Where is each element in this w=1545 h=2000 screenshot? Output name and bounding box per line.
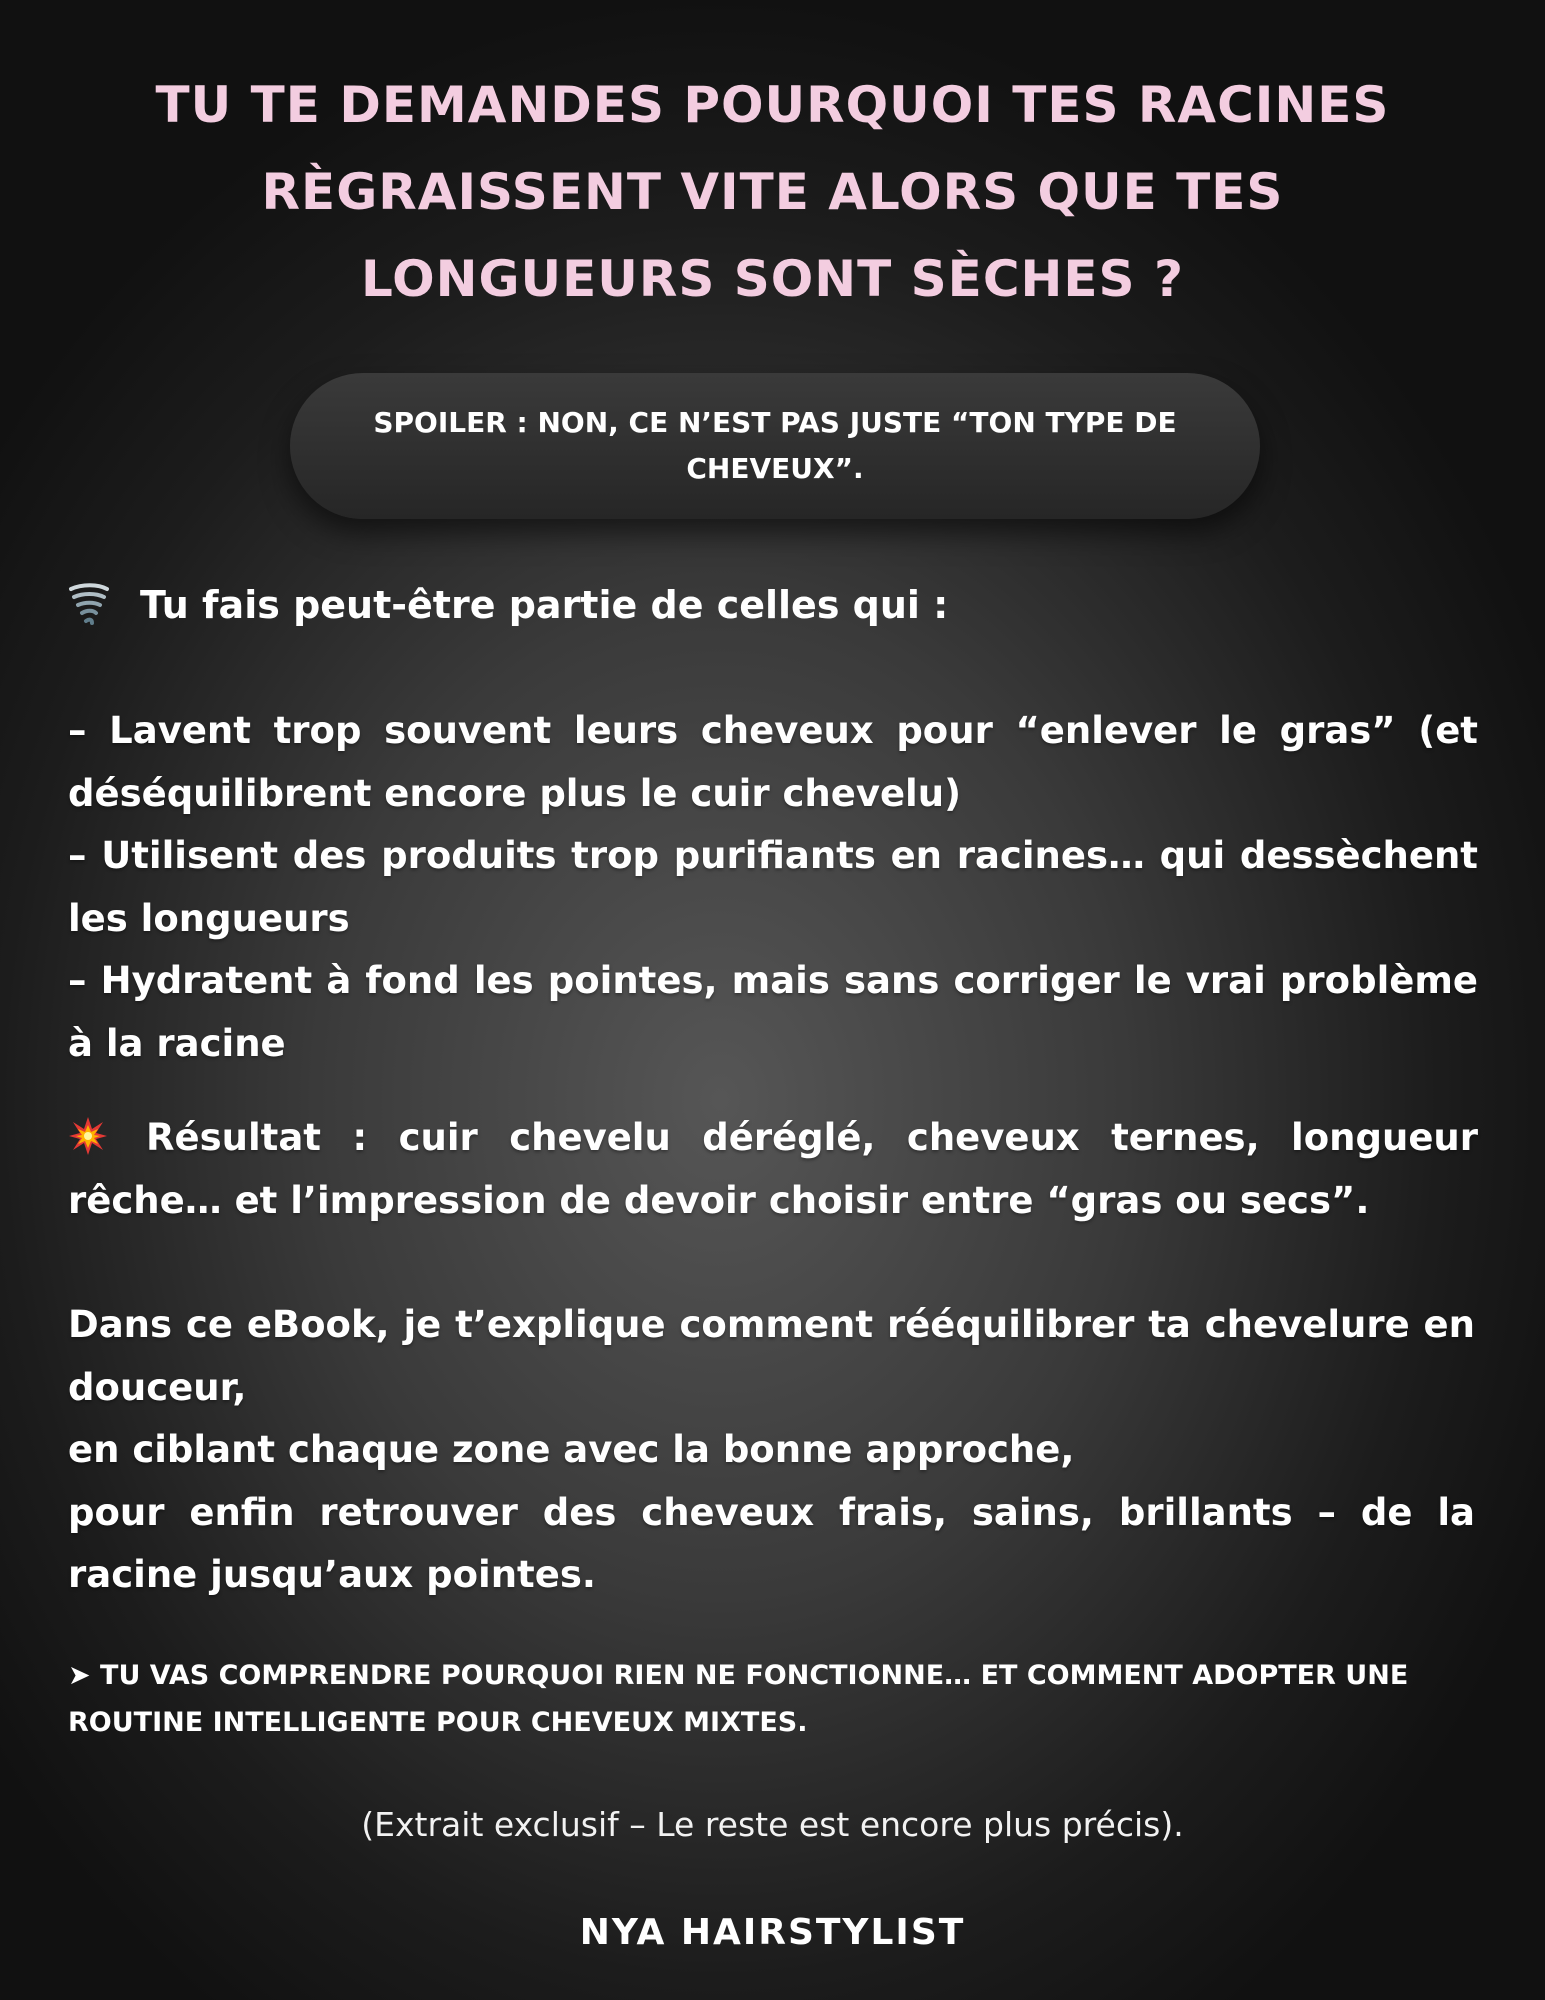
cta-text: ➤ TU VAS COMPRENDRE POURQUOI RIEN NE FONCTIONNE… ET COMMENT ADOPTER UNE ROUTINE INTELLIGENTE POUR CHEVEUX MIXTES. — [68, 1660, 1409, 1738]
excerpt-note: (Extrait exclusif – Le reste est encore plus précis). — [361, 1805, 1184, 1844]
result-text: Résultat : cuir chevelu déréglé, cheveux ternes, longueur rêche… et l’impression de devoir choisir entre “gras ou secs”. — [68, 1116, 1478, 1222]
headline-line-2: RÈGRAISSENT VITE ALORS QUE TES — [261, 163, 1284, 221]
brand-name: NYA HAIRSTYLIST — [579, 1912, 966, 1953]
ebook-line: Dans ce eBook, je t’explique comment rééquilibrer ta chevelure en douceur, — [68, 1303, 1475, 1409]
ebook-line: pour enfin retrouver des cheveux frais, sains, brillants – de la racine jusqu’aux pointes. — [68, 1490, 1475, 1596]
problem-list — [68, 700, 1478, 1075]
headline-line-3: LONGUEURS SONT SÈCHES ? — [361, 250, 1184, 308]
spoiler-banner — [290, 373, 1260, 519]
list-item: – Utilisent des produits trop purifiants en racines… qui dessèchent les longueurs — [68, 834, 1478, 940]
intro-text: Tu fais peut-être partie de celles qui : — [140, 583, 949, 627]
list-item: – Lavent trop souvent leurs cheveux pour “enlever le gras” (et déséquilibrent encore plus le cuir chevelu) — [68, 709, 1478, 815]
tornado-icon — [68, 583, 110, 627]
result-paragraph — [68, 1106, 1478, 1232]
headline — [100, 62, 1445, 323]
ebook-paragraph — [68, 1294, 1475, 1607]
collision-burst-icon — [68, 1112, 108, 1152]
ebook-line: en ciblant chaque zone avec la bonne approche, — [68, 1428, 1075, 1471]
intro-line — [68, 575, 1468, 635]
headline-line-1: TU TE DEMANDES POURQUOI TES RACINES — [155, 76, 1390, 134]
spoiler-text: SPOILER : NON, CE N’EST PAS JUSTE “TON TYPE DE CHEVEUX”. — [373, 406, 1177, 485]
list-item: – Hydratent à fond les pointes, mais sans corriger le vrai problème à la racine — [68, 959, 1478, 1065]
